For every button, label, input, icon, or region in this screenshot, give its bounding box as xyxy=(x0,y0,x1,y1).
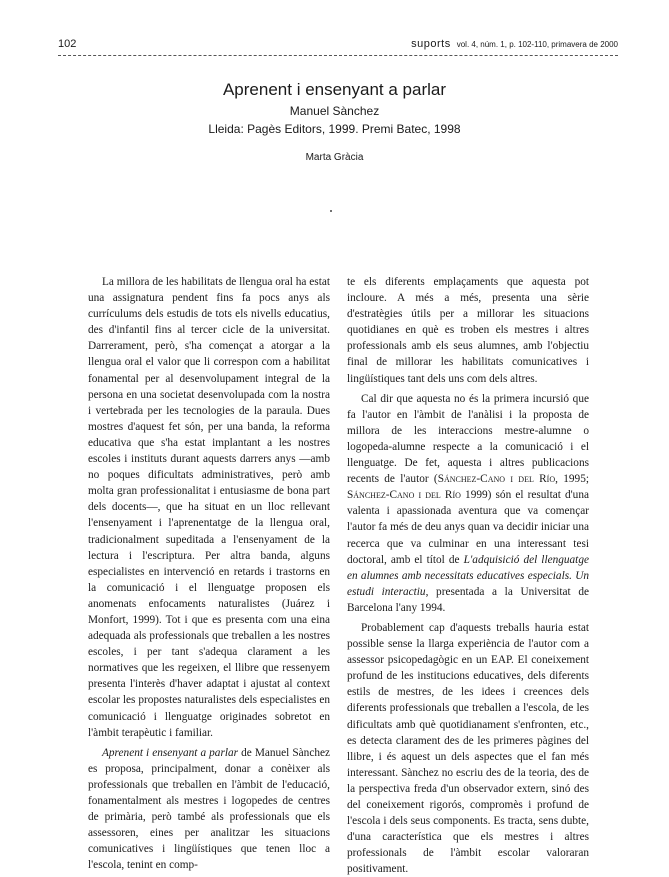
text-column-right xyxy=(347,274,589,877)
review-heading xyxy=(58,80,611,163)
journal-name: suports xyxy=(411,38,451,50)
paragraph: La millora de les habilitats de llengua oral ha estat una assignatura pendent fins fa pocs anys als currículums dels estudis de tots els nivells educatius, des d'infantil fins al tercer cicle de la universitat. Darrerament, però, s'ha començat a atorgar a la llengua oral el valor que li correspon com a habilitat fonamental per al desenvolupament integral de la persona en una societat desenvolupada com la nostra i vertebrada per les tecnologies de la paraula. Dues mostres d'aquest fet són, per una banda, la reforma educativa que s'ha estat implantant a les nostres escoles i instituts durant aquests darrers anys —amb no poques dificultats administratives, però amb molta gran professionalitat i entusiasme de bona part dels docents—, que ha situat en un lloc rellevant l'ensenyament i l'aprenentatge de la llengua oral, tradicionalment supeditada a l'ensenyament de la lectura i l'escriptura. Per altra banda, alguns especialistes en intervenció en retards i trastorns en la comunicació i el llenguatge proposen els anomenats enfocaments naturalistes (Juárez i Monfort, 1999). Tot i que es presenta com una eina adequada als professionals que treballen a les nostres escoles, i per tant s'adequa clarament a les normatives que les regeixen, el llibre que ressenyem presenta l'interès d'haver adaptat i ajustat al context escolar les propostes naturalistes dels especialistes en comunicació i llenguatge originades sobretot en l'àmbit terapèutic i familiar. xyxy=(88,276,330,739)
reviewer-name: Marta Gràcia xyxy=(305,152,364,163)
book-title: Aprenent i ensenyant a parlar xyxy=(222,80,447,99)
citation: Sánchez-Cano i del Río xyxy=(347,489,461,502)
text-column-left xyxy=(88,274,330,873)
paragraph: Aprenent i ensenyant a parlar de Manuel Sànchez es proposa, principalment, donar a conèixer als professionals que treballen en l'àmbit de l'educació, fonamentalment als mestres i logopedes de centres de primària, però també als professionals que els assessoren, eines per analitzar les situacions comunicatives i lingüístiques que tenen lloc a l'escola, tenint en comp- xyxy=(88,746,331,872)
paragraph: te els diferents emplaçaments que aquesta pot incloure. A més a més, presenta una sèrie d'estratègies útils per a millorar les situacions quotidianes en què es troben els mestres i altres professionals amb els seus alumnes, amb l'objectiu final de millorar les habilitats comunicatives i lingüístiques tant dels uns com dels altres. xyxy=(347,276,589,385)
header-rule xyxy=(58,55,618,56)
journal-issue: vol. 4, núm. 1, p. 102-110, primavera de 2000 xyxy=(456,40,618,49)
separator-dot xyxy=(330,210,332,212)
book-title-italic: Aprenent i ensenyant a parlar xyxy=(102,746,239,759)
running-header xyxy=(58,38,618,54)
citation: Sánchez-Cano i del Río xyxy=(437,473,556,486)
book-author: Manuel Sànchez xyxy=(289,104,380,118)
thesis-title: L'adquisició del llenguatge en alumnes amb necessitats educatives especials. Un estudi interactiu xyxy=(347,553,589,598)
book-publication: Lleida: Pagès Editors, 1999. Premi Batec, 1998 xyxy=(208,122,461,136)
paragraph: Cal dir que aquesta no és la primera incursió que fa l'autor en l'àmbit de l'anàlisi i la proposta de millora de les interaccions mestre-alumne o logopeda-alumne respecte a la comunicació i el llenguatge. De fet, aquesta i altres publicacions recents de l'autor (Sánchez-Cano i del Río, 1995; Sánchez-Cano i del Río 1999) són el resultat d'una valenta i apassionada aventura que va començar l'autor fa més de deu anys quan va decidir iniciar una recerca que va culminar en una interessant tesi doctoral, amb el títol de L'adquisició del llenguatge en alumnes amb necessitats educatives especials. Un estudi interactiu, presentada a la Universitat de Barcelona l'any 1994. xyxy=(347,392,590,614)
journal-info xyxy=(411,38,618,50)
page-number: 102 xyxy=(58,38,77,50)
paragraph: Probablement cap d'aquests treballs hauria estat possible sense la llarga experiència de l'autor com a assessor psicopedagògic en un EAP. El coneixement profund de les institucions educatives, dels diferents estils de mestres, de les idees i creences dels diferents professionals que treballen a l'escola, de les dificultats amb què quotidianament s'enfronten, etc., es detecta clarament des de les primeres pàgines del llibre, i és aquest un dels aspectes que el fan més interessant. Sànchez no escriu des de la teoria, des de la perspectiva freda d'un observador extern, sinó des del coneixement rigorós, compromès i profund de l'escola i dels seus components. Es tracta, sens dubte, d'una característica que els mestres i altres professionals de l'àmbit escolar valoraran positivament. xyxy=(347,621,589,876)
